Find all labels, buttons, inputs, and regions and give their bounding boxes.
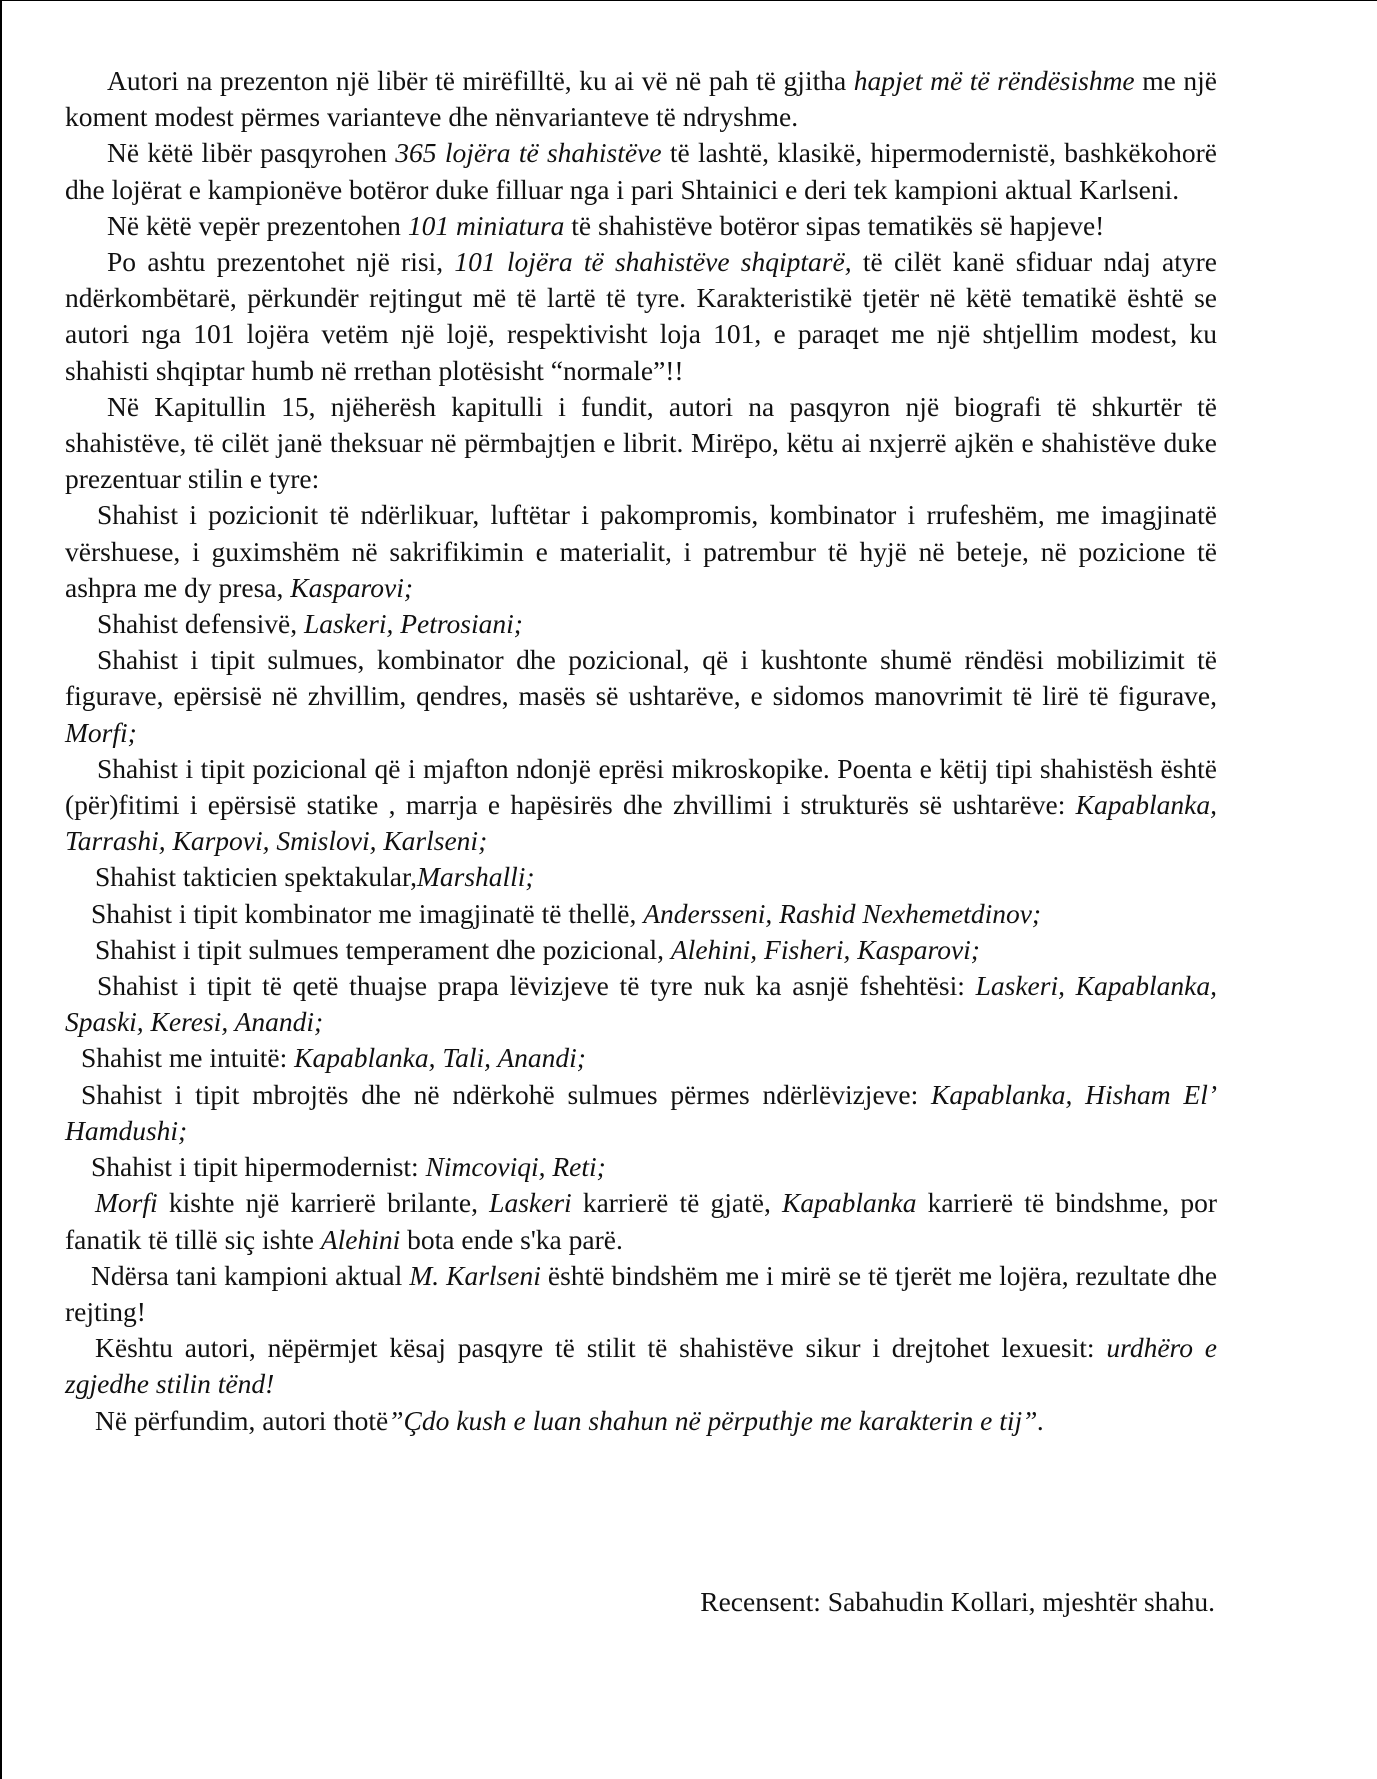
paragraph (65, 208, 1217, 244)
paragraph (65, 751, 1217, 860)
italic-text: Kapablanka, Tali, Anandi; (294, 1042, 586, 1074)
text-run: Në këtë libër pasqyrohen (107, 137, 396, 169)
text-run: Shahist i tipit kombinator me imagjinatë të thellë, (91, 897, 644, 929)
text-run: Në Kapitullin 15, njëherësh kapitulli i fundit, autori na pasqyron një biografi të shkurtër të shahistëve, të cilët janë theksuar në përmbajtjen e librit. Mirëpo, këtu ai nxjerrë ajkën e shahistëve duke prezentuar stilin e tyre: (65, 390, 1217, 495)
text-run: Në këtë vepër prezentohen (107, 209, 408, 241)
paragraph (65, 244, 1217, 389)
italic-text: Morfi (95, 1187, 158, 1219)
italic-text: Kapablanka, Tarrashi, Karpovi, Smislovi, Karlseni; (65, 789, 1217, 857)
text-run: Shahist defensivë, (97, 608, 304, 640)
text-run: kishte një karrierë brilante, (157, 1187, 490, 1219)
italic-text: Morfi; (65, 716, 137, 748)
paragraph (65, 1185, 1217, 1257)
text-run: Shahist i tipit mbrojtës dhe në ndërkohë sulmues përmes ndërlëvizjeve: (81, 1078, 932, 1110)
italic-text: Alehini (320, 1223, 401, 1255)
paragraph (65, 63, 1217, 135)
text-run: Shahist i pozicionit të ndërlikuar, luftëtar i pakompromis, kombinator i rrufeshëm, me imagjinatë vërshuese, i guximshëm në sakrifikimin e materialit, i patrembur të hyjë në beteje, në pozicione të ashpra me dy presa, (65, 499, 1217, 603)
italic-text: Andersseni, Rashid Nexhemetdinov; (643, 897, 1042, 929)
italic-text: Kasparovi; (290, 571, 413, 603)
text-run: me një koment modest përmes varianteve dhe nënvarianteve të ndryshme. (65, 65, 1217, 133)
text-run: të cilët kanë sfiduar ndaj atyre ndërkombëtarë, përkundër rejtingut më të lartë të tyre. Karakteristikë tjetër në këtë tematikë është se autori nga 101 lojëra vetëm një lojë, respektivisht loja 101, e paraqet me një shtjellim modest, ku shahisti shqiptar humb në rrethan plotësisht “normale”!! (65, 246, 1218, 386)
text-run: të lashtë, klasikë, hipermodernistë, bashkëkohorë dhe lojërat e kampionëve botëror duke filluar nga i pari Shtainici e deri tek kampioni aktual Karlseni. (65, 137, 1217, 205)
paragraph (65, 932, 1217, 968)
italic-text: Laskeri, Kapablanka, Spaski, Keresi, Anandi; (65, 970, 1217, 1038)
italic-text: Laskeri (489, 1187, 572, 1219)
italic-text: ”Çdo kush e luan shahun në përputhje me karakterin e tij”. (388, 1404, 1045, 1436)
italic-text: 101 miniatura (407, 209, 565, 241)
italic-text: Marshalli; (416, 861, 535, 893)
text-run: Kështu autori, nëpërmjet kësaj pasqyre të stilit të shahistëve sikur i drejtohet lexuesit: (95, 1332, 1107, 1364)
italic-text: 101 lojëra të shahistëve shqiptarë, (454, 246, 852, 278)
italic-text: Nimcoviqi, Reti; (425, 1151, 606, 1183)
text-run: Shahist i tipit hipermodernist: (91, 1151, 426, 1183)
text-run: Shahist me intuitë: (81, 1042, 295, 1074)
text-run: bota ende s'ka parë. (400, 1223, 623, 1255)
paragraph (65, 1258, 1217, 1330)
paragraph (65, 968, 1217, 1040)
text-run: Autori na prezenton një libër të mirëfilltë, ku ai vë në pah të gjitha (107, 65, 854, 96)
paragraph (65, 859, 1217, 895)
italic-text: hapjet më të rëndësishme (853, 65, 1135, 96)
paragraph (65, 135, 1217, 207)
paragraph (65, 642, 1217, 751)
paragraph (65, 1077, 1217, 1149)
reviewer-signature: Recensent: Sabahudin Kollari, mjeshtër shahu. (700, 1586, 1215, 1617)
italic-text: urdhëro e zgjedhe stilin tënd! (65, 1332, 1217, 1400)
italic-text: Kapablanka, Hisham El’ Hamdushi; (65, 1078, 1217, 1146)
paragraph (65, 896, 1217, 932)
text-run: Po ashtu prezentohet një risi, (107, 246, 455, 278)
text-run: Në përfundim, autori thotë (95, 1404, 389, 1436)
paragraph (65, 389, 1217, 498)
paragraph (65, 497, 1217, 606)
review-body (65, 63, 1217, 1439)
paragraph (65, 1040, 1217, 1076)
text-run: Shahist i tipit sulmues, kombinator dhe pozicional, që i kushtonte shumë rëndësi mobilizimit të figurave, epërsisë në zhvillim, qendres, masës së ushtarëve, e sidomos manovrimit të lirë të figurave, (65, 644, 1217, 712)
text-run: karrierë të gjatë, (571, 1187, 783, 1219)
paragraph (65, 1403, 1217, 1439)
italic-text: M. Karlseni (409, 1259, 541, 1291)
paragraph (65, 606, 1217, 642)
text-run: Shahist i tipit sulmues temperament dhe pozicional, (95, 933, 671, 965)
text-run: Shahist i tipit pozicional që i mjafton ndonjë eprësi mikroskopike. Poenta e këtij tipi shahistësh është (për)fitimi i epërsisë statike , marrja e hapësirës dhe zhvillimi i strukturës së ushtarëve: (65, 752, 1217, 821)
italic-text: Alehini, Fisheri, Kasparovi; (670, 933, 980, 965)
text-run: Ndërsa tani kampioni aktual (91, 1259, 410, 1291)
italic-text: Kapablanka (782, 1187, 917, 1219)
text-run: është bindshëm me i mirë se të tjerët me lojëra, rezultate dhe rejting! (65, 1259, 1218, 1327)
text-run: Shahist i tipit të qetë thuajse prapa lëvizjeve të tyre nuk ka asnjë fshehtësi: (97, 970, 976, 1002)
paragraph (65, 1330, 1217, 1402)
italic-text: Laskeri, Petrosiani; (303, 608, 523, 640)
text-run: karrierë të bindshme, por fanatik të tillë siç ishte (65, 1187, 1217, 1255)
italic-text: 365 lojëra të shahistëve (395, 137, 662, 169)
text-run: Shahist takticien spektakular, (95, 861, 417, 893)
text-run: të shahistëve botëror sipas tematikës së hapjeve! (564, 209, 1105, 241)
paragraph (65, 1149, 1217, 1185)
